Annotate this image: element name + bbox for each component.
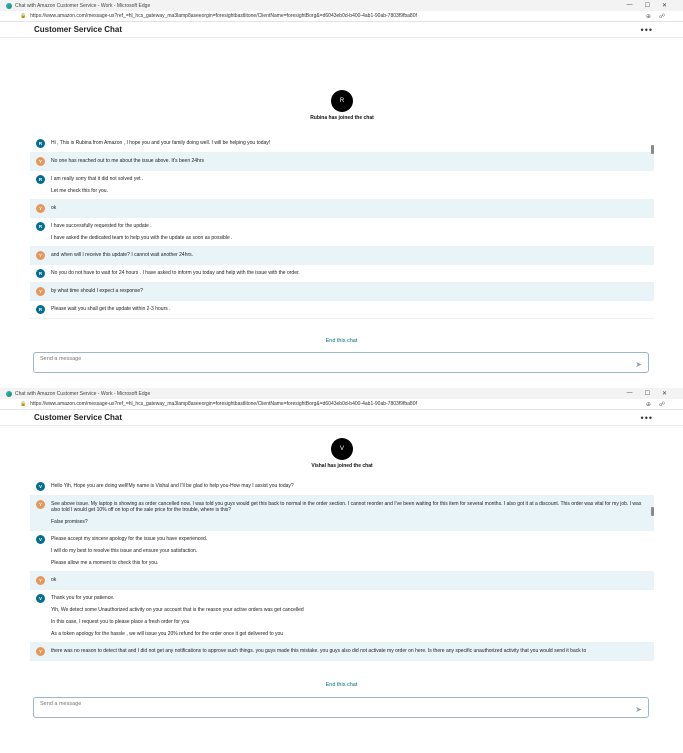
message-text: Hello Yih, Hope you are doing well!My name is Vishal and I'll be glad to help you-How may I assist you today? — [51, 483, 294, 489]
address-bar[interactable] — [0, 399, 683, 410]
message-text: I have successfully requested for the update . — [51, 223, 152, 229]
agent-avatar: R — [36, 139, 45, 148]
message-text: See above issue. My laptop is showing as order cancelled now. I was told you guys would get this back to normal in the order section. I cannot reorder and I've been waiting for this item for several months. I also got it at a discount. This order was vital for my job. I was also told I would get 10% off on top of the sale price for the trouble, where is this? — [51, 501, 642, 513]
message-text: Thank you for your patience. — [51, 595, 115, 601]
user-message — [30, 643, 654, 661]
message-text: and when will I receive this update? I cannot wait another 24hrs. — [51, 252, 194, 258]
agent-avatar-large: V — [331, 438, 353, 460]
message-text: I am really sorry that it did not solved yet . — [51, 176, 144, 182]
window-title: Chat with Amazon Customer Service - Work - Microsoft Edge — [15, 2, 151, 9]
agent-message — [30, 531, 654, 572]
scrollbar-thumb[interactable] — [651, 145, 654, 154]
extension-icon[interactable]: ☍ — [658, 401, 665, 408]
agent-avatar: R — [36, 269, 45, 278]
message-text: As a token apology for the hassle , we will issue you 20% refund for the order once it get delivered to you — [51, 631, 284, 637]
agent-message — [30, 478, 654, 496]
screenshot-divider — [0, 384, 683, 387]
user-avatar: Y — [36, 204, 45, 213]
user-message — [30, 153, 654, 171]
user-message — [30, 200, 654, 218]
minimize-icon[interactable]: — — [626, 390, 633, 396]
browser-titlebar — [0, 388, 683, 399]
agent-avatar: V — [36, 482, 45, 491]
message-input[interactable] — [40, 701, 600, 707]
close-icon[interactable]: ✕ — [661, 391, 667, 397]
window-title: Chat with Amazon Customer Service - Work - Microsoft Edge — [15, 390, 151, 397]
message-input[interactable] — [40, 356, 600, 362]
message-text: I will do my best to resolve this issue and ensure your satisfaction. — [51, 548, 198, 554]
edge-logo-icon — [6, 391, 12, 397]
page-title: Customer Service Chat — [34, 413, 123, 422]
lock-icon[interactable]: 🔒 — [20, 13, 27, 19]
message-text: ok — [51, 577, 57, 583]
agent-message — [30, 171, 654, 200]
chat-header — [0, 410, 683, 426]
message-input-box[interactable] — [33, 697, 649, 718]
agent-message — [30, 218, 654, 247]
message-text: Please allow me a moment to check this for you. — [51, 560, 159, 566]
joined-text: Vishal has joined the chat — [311, 463, 373, 469]
agent-avatar: R — [36, 175, 45, 184]
scrollbar-thumb[interactable] — [651, 507, 654, 516]
agent-message — [30, 135, 654, 153]
user-message — [30, 283, 654, 301]
agent-avatar: V — [36, 535, 45, 544]
user-avatar: Y — [36, 647, 45, 656]
joined-text: Rubina has joined the chat — [310, 115, 374, 121]
user-message — [30, 572, 654, 590]
message-text: I have asked the dedicated team to help you with the update as soon as possible . — [51, 235, 233, 241]
message-list[interactable] — [30, 426, 654, 713]
url-text[interactable]: https://www.amazon.com/message-us?ref_=hl_hcs_gateway_ma3lamp8aseeorgin=foresightbastlitone/ClientName=foresightBorg&=d6043eb0d-b400-4ab1-90ab-7803f9fba80f — [30, 13, 417, 19]
user-avatar: Y — [36, 576, 45, 585]
more-options-icon[interactable]: ••• — [640, 24, 653, 35]
address-bar[interactable] — [0, 11, 683, 22]
agent-message — [30, 265, 654, 283]
message-list[interactable] — [30, 39, 654, 337]
message-text: Yih, We detect some Unauthorized activity on your account that is the reason your active orders was get cancelled — [51, 607, 304, 613]
agent-avatar-large: R — [331, 90, 353, 112]
chat-scrollbar[interactable] — [651, 88, 655, 338]
message-text: Please wait you shall get the update within 2-3 hours . — [51, 306, 171, 312]
agent-avatar: V — [36, 594, 45, 603]
url-text[interactable]: https://www.amazon.com/message-us?ref_=hl_hcs_gateway_ma3lamp8aseeorgin=foresightbastlitone/ClientName=foresightBorg&=d6043eb0d-b400-4ab1-90ab-7803f9fba80f — [30, 401, 417, 407]
maximize-icon[interactable]: ☐ — [644, 3, 650, 9]
minimize-icon[interactable]: — — [626, 2, 633, 8]
maximize-icon[interactable]: ☐ — [644, 391, 650, 397]
agent-joined-notice — [30, 426, 654, 478]
browser-titlebar — [0, 0, 683, 11]
send-icon[interactable]: ➤ — [635, 705, 642, 714]
agent-joined-notice — [30, 39, 654, 135]
lock-icon[interactable]: 🔒 — [20, 401, 27, 407]
agent-avatar: R — [36, 305, 45, 314]
send-icon[interactable]: ➤ — [635, 360, 642, 369]
zoom-icon[interactable]: ⊕ — [645, 401, 651, 408]
message-text: by what time should I expect a response? — [51, 288, 143, 294]
more-options-icon[interactable]: ••• — [640, 412, 653, 423]
user-message — [30, 247, 654, 265]
user-avatar: Y — [36, 287, 45, 296]
zoom-icon[interactable]: ⊕ — [645, 13, 651, 20]
message-text: ok — [51, 205, 57, 211]
message-input-box[interactable] — [33, 352, 649, 373]
user-message — [30, 496, 654, 531]
message-text: No one has reached out to me about the issue above. It's been 24hrs — [51, 158, 205, 164]
user-avatar: Y — [36, 500, 45, 509]
edge-logo-icon — [6, 3, 12, 9]
agent-message — [30, 590, 654, 643]
message-text: there was no reason to detect that and I did not get any notifications to approve such things. you guys made this mistake. you guys also did not activate my order on here. Is there any specific unauthorized activity that you would send it back to — [51, 648, 587, 654]
close-icon[interactable]: ✕ — [661, 3, 667, 9]
message-text: False promises? — [51, 519, 88, 525]
user-avatar: Y — [36, 157, 45, 166]
page-title: Customer Service Chat — [34, 25, 123, 34]
message-text: Please accept my sincere apology for the issue you have experienced. — [51, 536, 208, 542]
chat-window-2 — [0, 388, 683, 753]
message-text: Let me check this for you. — [51, 188, 108, 194]
message-text: No you do not have to wait for 24 hours . I have asked to inform you today and help with the issue with the order. — [51, 270, 300, 276]
chat-header — [0, 22, 683, 38]
end-chat-link[interactable]: End this chat — [325, 338, 358, 344]
extension-icon[interactable]: ☍ — [658, 13, 665, 20]
agent-message — [30, 301, 654, 319]
user-avatar: Y — [36, 251, 45, 260]
message-text: Hi , This is Rubina from Amazon , I hope you and your family doing well. I will be helping you today! — [51, 140, 271, 146]
agent-avatar: R — [36, 222, 45, 231]
chat-scrollbar[interactable] — [651, 436, 655, 676]
message-text: In this case, I request you to please place a fresh order for you — [51, 619, 190, 625]
end-chat-link[interactable]: End this chat — [325, 682, 358, 688]
